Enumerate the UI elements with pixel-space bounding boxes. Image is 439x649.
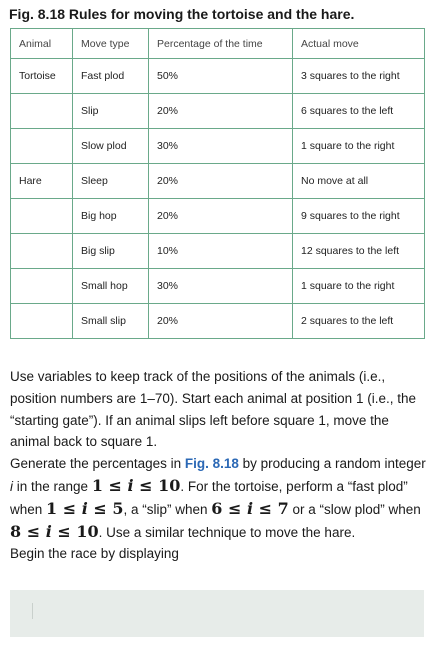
table-row	[11, 94, 425, 129]
text-span: . For the tortoise, perform a “fast plod” when	[10, 478, 408, 517]
cell-percentage: 20%	[149, 304, 293, 339]
cell-percentage: 50%	[149, 59, 293, 94]
text-span: . Use a similar technique to move the hare.	[98, 524, 356, 540]
table-row	[11, 304, 425, 339]
cell-animal	[11, 234, 73, 269]
cell-animal	[11, 94, 73, 129]
table-row	[11, 269, 425, 304]
cell-move-type: Big hop	[73, 199, 149, 234]
math-variable: i	[127, 475, 134, 495]
cell-actual-move: 2 squares to the left	[293, 304, 425, 339]
math-fast-plod	[46, 499, 123, 518]
math-part: ≤ 5	[87, 498, 124, 518]
text-span: Generate the percentages in	[10, 456, 185, 472]
math-slip	[211, 499, 288, 518]
cell-move-type: Sleep	[73, 164, 149, 199]
cell-percentage: 30%	[149, 129, 293, 164]
paragraph-positions: Use variables to keep track of the positions of the animals (i.e., position numbers are 1–70). Start each animal at position 1 (i.e., the “starting gate”). If an animal slips left before square 1, move the animal back to square 1.	[10, 369, 416, 450]
math-part: 1 ≤	[46, 498, 82, 518]
rules-table	[10, 28, 425, 339]
cell-move-type: Slow plod	[73, 129, 149, 164]
math-range	[92, 476, 181, 495]
cell-actual-move: 9 squares to the right	[293, 199, 425, 234]
math-variable: i	[81, 498, 88, 518]
cell-move-type: Big slip	[73, 234, 149, 269]
math-part: ≤ 7	[253, 498, 289, 518]
figure-link[interactable]: Fig. 8.18	[184, 456, 239, 472]
paragraph-percentages	[10, 453, 428, 543]
text-span: , a “slip” when	[123, 501, 212, 517]
math-part: ≤ 10	[133, 475, 181, 495]
cell-actual-move: 6 squares to the left	[293, 94, 425, 129]
header-actual-move: Actual move	[293, 29, 425, 59]
cell-percentage: 20%	[149, 199, 293, 234]
code-block	[10, 590, 424, 637]
cell-actual-move: 12 squares to the left	[293, 234, 425, 269]
variable-i: i	[10, 478, 13, 494]
cell-actual-move: 1 square to the right	[293, 269, 425, 304]
cell-move-type: Small hop	[73, 269, 149, 304]
math-part: 1 ≤	[91, 475, 128, 495]
cell-percentage: 20%	[149, 164, 293, 199]
text-caret	[32, 603, 33, 619]
cell-actual-move: No move at all	[293, 164, 425, 199]
cell-move-type: Slip	[73, 94, 149, 129]
math-part: 6 ≤	[211, 498, 247, 518]
paragraph-begin-race: Begin the race by displaying	[10, 546, 179, 562]
exercise-text	[10, 366, 428, 565]
header-move-type: Move type	[73, 29, 149, 59]
table-row	[11, 199, 425, 234]
cell-move-type: Fast plod	[73, 59, 149, 94]
cell-animal	[11, 269, 73, 304]
math-slow-plod	[10, 522, 99, 541]
table-row	[11, 59, 425, 94]
cell-move-type: Small slip	[73, 304, 149, 339]
math-variable: i	[45, 521, 52, 541]
table-header-row	[11, 29, 425, 59]
cell-animal: Tortoise	[11, 59, 73, 94]
figure-title: Fig. 8.18 Rules for moving the tortoise and the hare.	[9, 6, 355, 22]
header-percentage: Percentage of the time	[149, 29, 293, 59]
math-variable: i	[246, 498, 254, 518]
cell-actual-move: 3 squares to the right	[293, 59, 425, 94]
table-row	[11, 164, 425, 199]
cell-percentage: 30%	[149, 269, 293, 304]
header-animal: Animal	[11, 29, 73, 59]
cell-animal: Hare	[11, 164, 73, 199]
table-row	[11, 129, 425, 164]
cell-animal	[11, 129, 73, 164]
cell-animal	[11, 304, 73, 339]
cell-percentage: 20%	[149, 94, 293, 129]
cell-animal	[11, 199, 73, 234]
text-span: in the range	[13, 478, 92, 494]
math-part: ≤ 10	[51, 521, 99, 541]
cell-actual-move: 1 square to the right	[293, 129, 425, 164]
text-span: or a “slow plod” when	[288, 501, 421, 517]
table-row	[11, 234, 425, 269]
cell-percentage: 10%	[149, 234, 293, 269]
math-part: 8 ≤	[10, 521, 46, 541]
text-span: by producing a random integer	[238, 456, 426, 472]
